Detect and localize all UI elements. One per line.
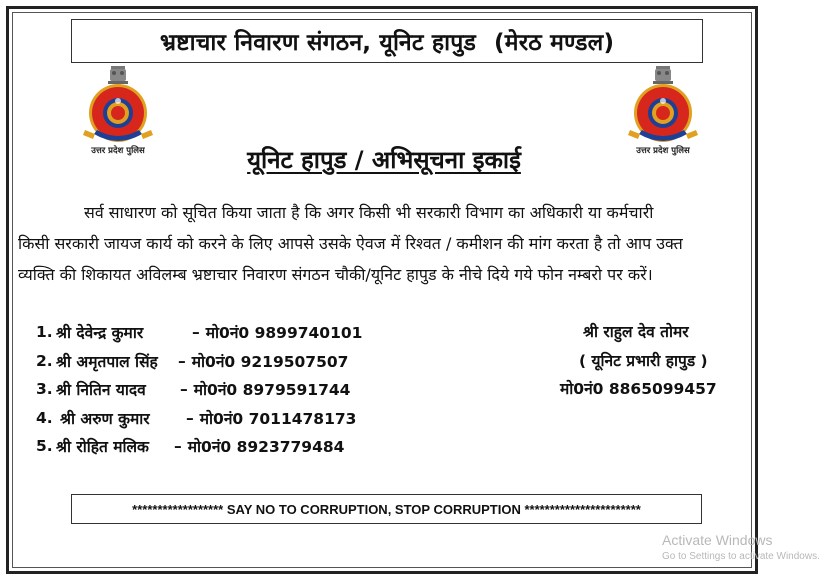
emblem-caption: उत्तर प्रदेश पुलिस (91, 146, 145, 156)
contact-number: 5. (36, 437, 53, 456)
contact-phone: मो0नं0 7011478173 (199, 409, 357, 428)
contact-phone: मो0नं0 8979591744 (193, 381, 351, 400)
slogan-banner (71, 494, 702, 524)
header-division: (मेरठ मण्डल) (494, 30, 615, 56)
contact-row (36, 318, 376, 347)
notice-line-2: किसी सरकारी जायज कार्य को करने के लिए आपसे उसके ऐवज में रिश्वत / कमीशन की मांग करता है तो आप उक्त (18, 234, 683, 253)
contact-phone: मो0नं0 9899740101 (205, 324, 363, 343)
header-title: भ्रष्टाचार निवारण संगठन, यूनिट हापुड (159, 30, 477, 56)
notice-line-1: सर्व साधारण को सूचित किया जाता है कि अगर किसी भी सरकारी विभाग का अधिकारी या कर्मचारी (84, 203, 654, 222)
contact-number: 1. (36, 323, 53, 342)
contact-name: श्री रोहित मलिक (56, 438, 149, 457)
contact-row (36, 347, 376, 376)
officer-in-charge (560, 318, 730, 404)
contact-row (36, 432, 376, 461)
contact-row (36, 375, 376, 404)
sub-heading: यूनिट हापुड / अभिसूचना इकाई (247, 146, 521, 174)
emblem-caption: उत्तर प्रदेश पुलिस (636, 146, 690, 156)
slogan-text: ****************** SAY NO TO CORRUPTION, STOP CORRUPTION *********************** (132, 501, 641, 517)
contact-dash: – (192, 323, 200, 342)
officer-phone: मो0नं0 8865099457 (560, 380, 717, 398)
contact-name: श्री देवेन्द्र कुमार (56, 324, 144, 343)
contact-phone: मो0नं0 9219507507 (191, 352, 349, 371)
watermark-line-2: Go to Settings to activate Windows. (662, 551, 820, 562)
contact-dash: – (178, 351, 186, 370)
police-badge-icon (624, 64, 702, 148)
contact-dash: – (174, 437, 182, 456)
contact-dash: – (186, 408, 194, 427)
contact-phone: मो0नं0 8923779484 (187, 438, 345, 457)
police-badge-icon (79, 64, 157, 148)
contact-number: 3. (36, 380, 53, 399)
contact-list (36, 318, 376, 461)
contact-row (36, 404, 376, 433)
notice-line-3: व्यक्ति की शिकायत अविलम्ब भ्रष्टाचार निवारण संगठन चौकी/यूनिट हापुड के नीचे दिये गये फोन नम्बरो पर करें। (18, 265, 653, 284)
contact-name: श्री अमृतपाल सिंह (56, 352, 158, 371)
contact-dash: – (180, 380, 188, 399)
contact-number: 4. (36, 408, 53, 427)
contact-name: श्री अरुण कुमार (60, 409, 150, 428)
activate-windows-watermark (662, 532, 820, 562)
contact-number: 2. (36, 351, 53, 370)
officer-name: श्री राहुल देव तोमर (583, 323, 689, 341)
contact-name: श्री नितिन यादव (56, 381, 146, 400)
watermark-line-1: Activate Windows (662, 532, 773, 548)
header-title-box (71, 19, 703, 63)
officer-designation: ( यूनिट प्रभारी हापुड ) (579, 351, 708, 370)
